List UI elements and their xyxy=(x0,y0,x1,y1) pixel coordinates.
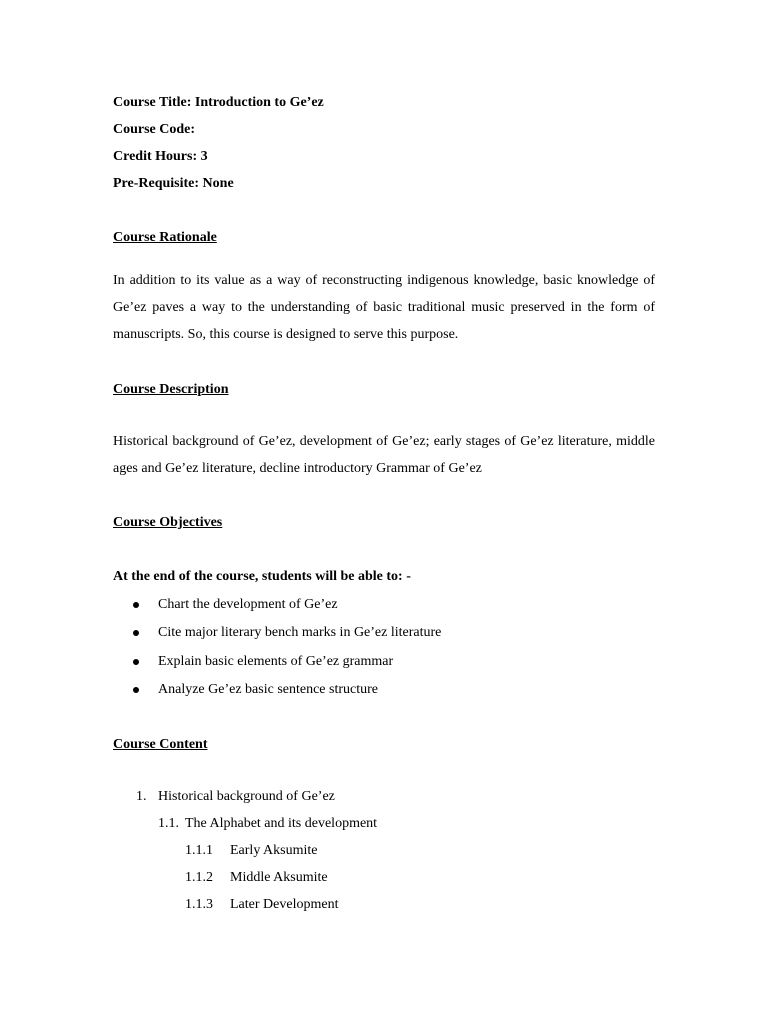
prerequisite: Pre-Requisite: None xyxy=(113,176,234,191)
list-item-text: Explain basic elements of Ge’ez grammar xyxy=(158,654,394,669)
outline-number: 1.1.1 xyxy=(185,843,213,858)
description-text: Historical background of Ge’ez, development of Ge’ez; early stages of Ge’ez literature, middle ages and Ge’ez literature, decline introductory Grammar of Ge’ez xyxy=(113,434,655,476)
bullet-icon xyxy=(133,630,139,636)
description-heading: Course Description xyxy=(113,382,229,397)
outline-text: Later Development xyxy=(230,897,339,912)
bullet-icon xyxy=(133,659,139,665)
outline-number: 1. xyxy=(136,789,147,804)
list-item-text: Chart the development of Ge’ez xyxy=(158,597,338,612)
bullet-icon xyxy=(133,602,139,608)
objectives-heading: Course Objectives xyxy=(113,515,223,530)
content-heading: Course Content xyxy=(113,737,208,752)
rationale-heading: Course Rationale xyxy=(113,230,217,245)
outline-number: 1.1.2 xyxy=(185,870,213,885)
outline-text: Early Aksumite xyxy=(230,843,318,858)
credit-hours: Credit Hours: 3 xyxy=(113,149,208,164)
outline-text: The Alphabet and its development xyxy=(185,816,378,831)
list-item-text: Cite major literary bench marks in Ge’ez literature xyxy=(158,625,442,640)
rationale-text: In addition to its value as a way of reconstructing indigenous knowledge, basic knowledge of Ge’ez paves a way to the understanding of basic traditional music preserved in the form of manuscripts. So, this course is designed to serve this purpose. xyxy=(113,273,655,342)
bullet-icon xyxy=(133,687,139,693)
objectives-intro: At the end of the course, students will be able to: - xyxy=(113,569,411,584)
course-code: Course Code: xyxy=(113,122,196,137)
course-title: Course Title: Introduction to Ge’ez xyxy=(113,95,324,110)
outline-text: Middle Aksumite xyxy=(230,870,328,885)
outline-text: Historical background of Ge’ez xyxy=(158,789,335,804)
list-item-text: Analyze Ge’ez basic sentence structure xyxy=(158,682,378,697)
outline-number: 1.1. xyxy=(158,816,179,831)
outline-number: 1.1.3 xyxy=(185,897,213,912)
